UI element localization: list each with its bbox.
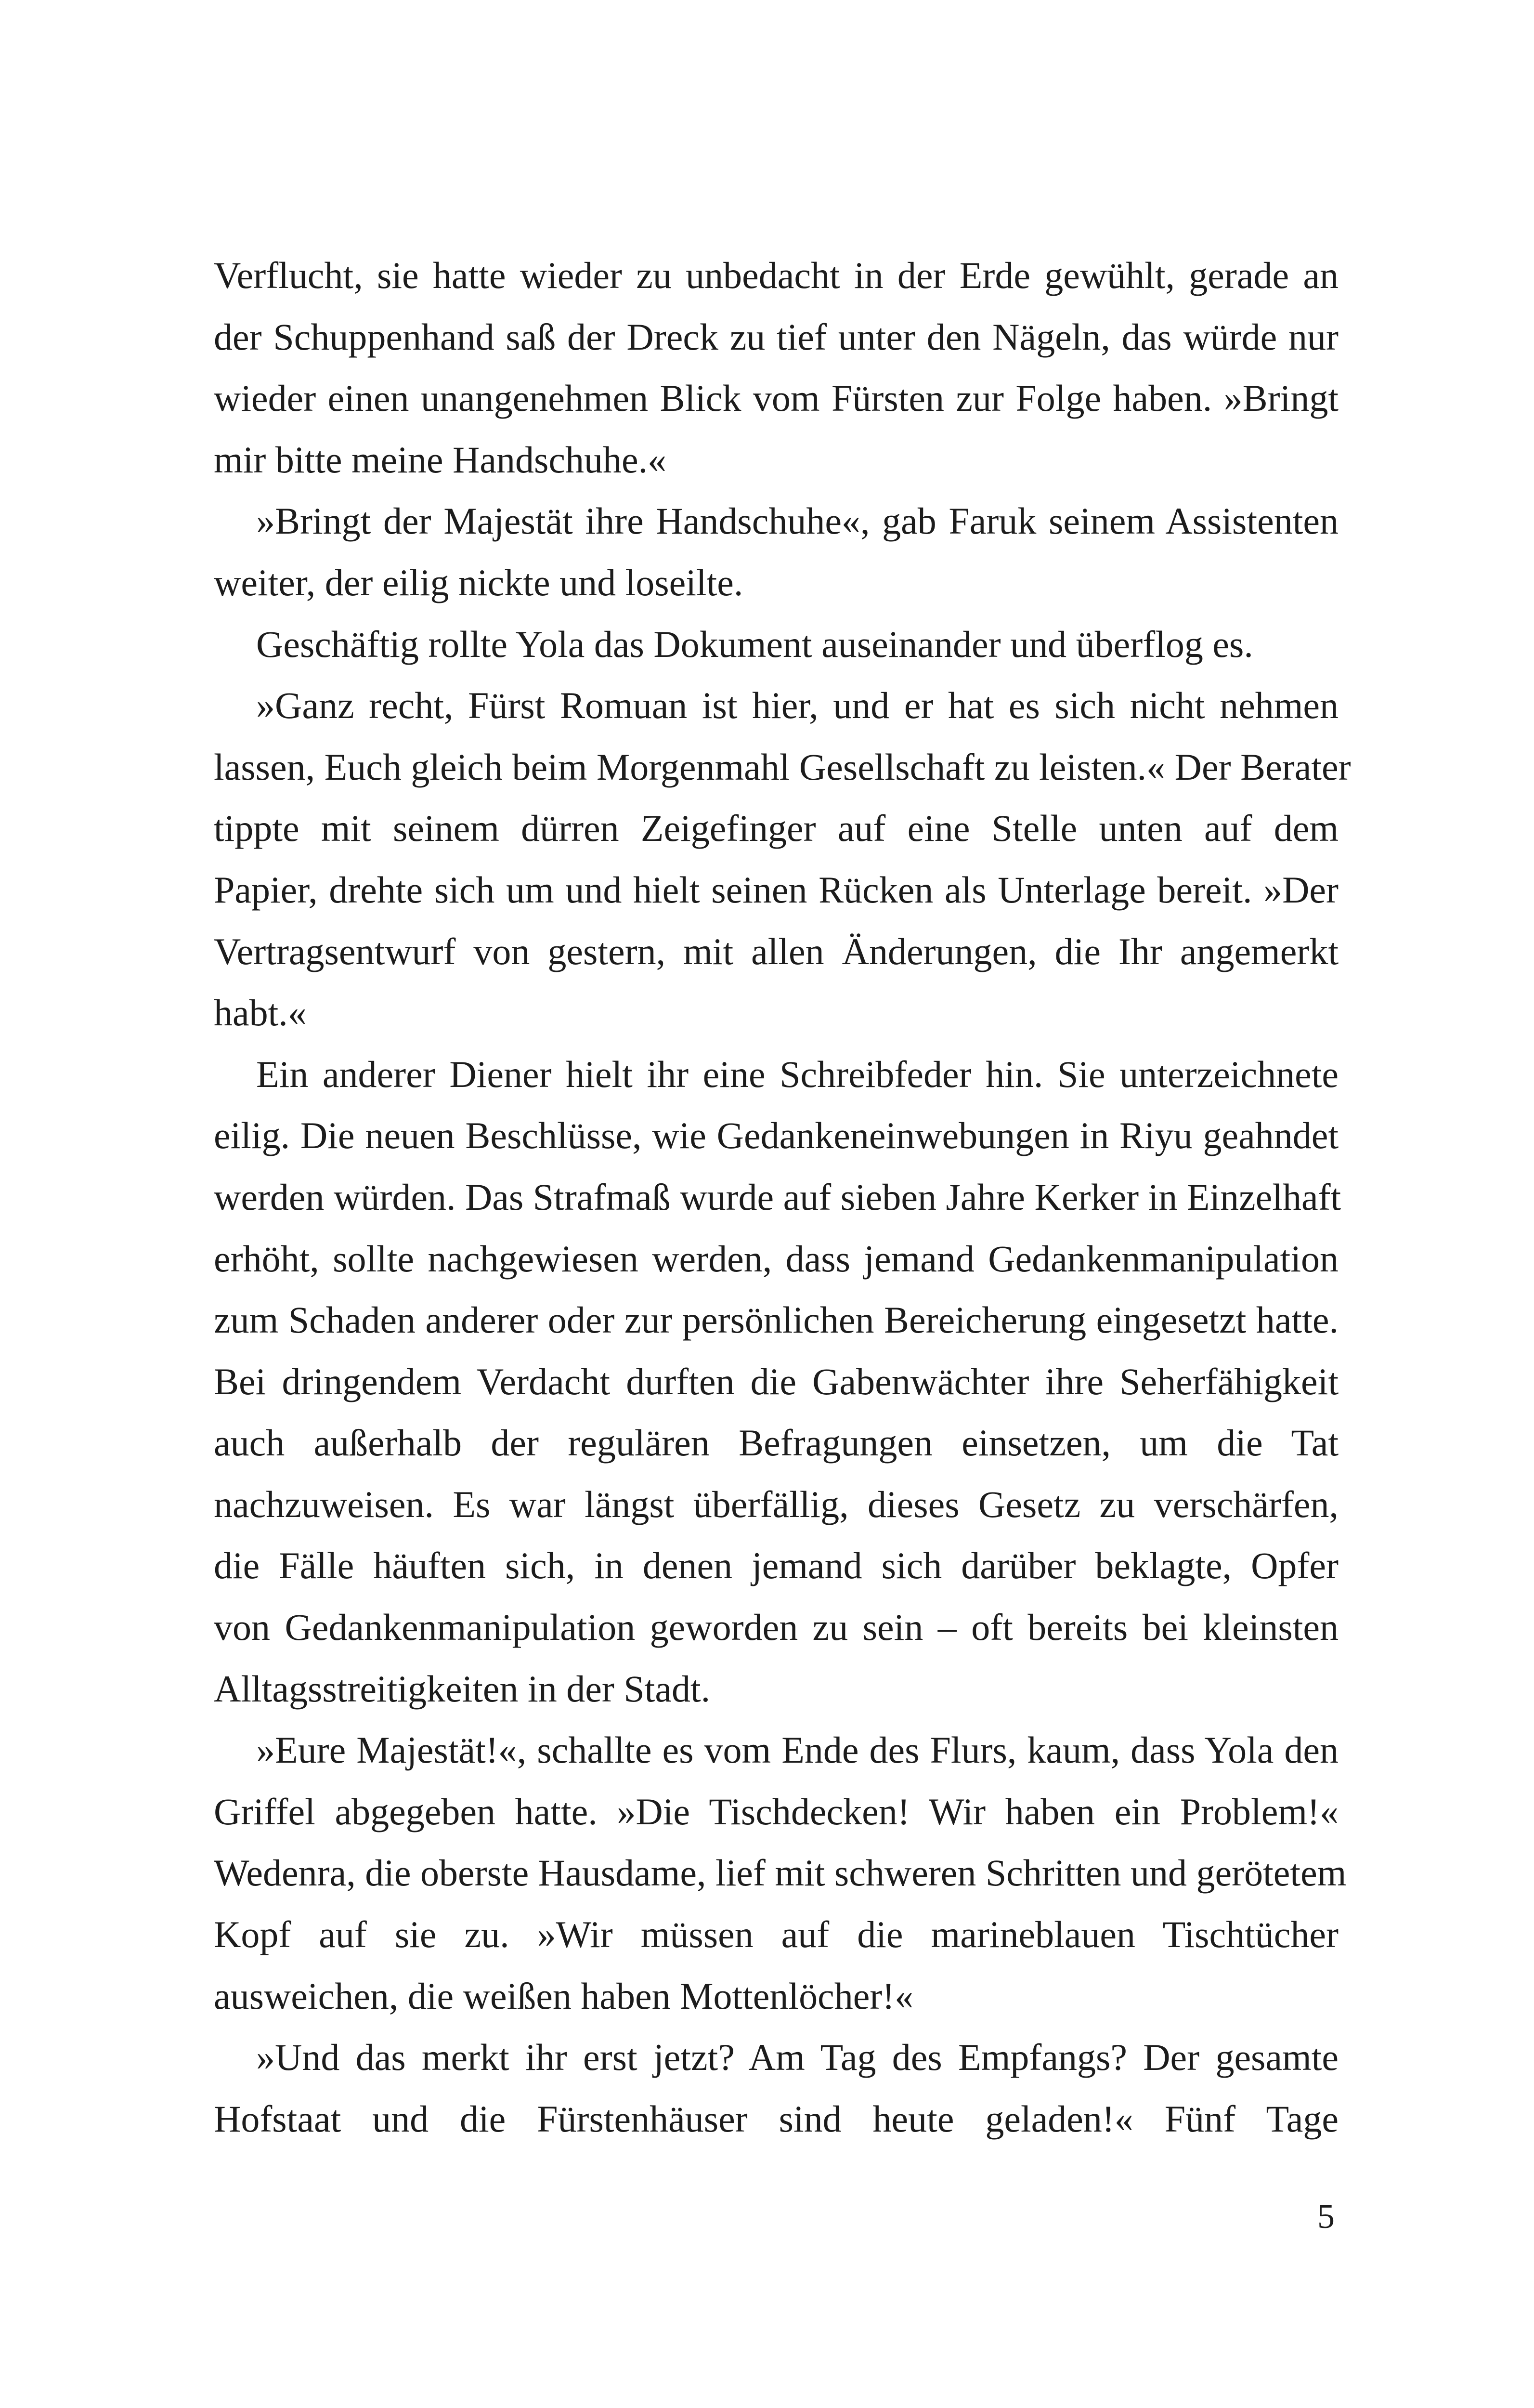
text-line: Verflucht, sie hatte wieder zu unbedacht in der Erde gewühlt, gerade an [214,254,1339,296]
body-text [214,245,1351,2149]
text-line: lassen, Euch gleich beim Morgenmahl Gesellschaft zu leisten.« Der Berater [214,746,1351,788]
text-line: Kopf auf sie zu. »Wir müssen auf die marineblauen Tischtücher [214,1913,1339,1956]
text-line: habt.« [214,992,307,1034]
paragraph-first-line: »Ganz recht, Fürst Romuan ist hier, und er hat es sich nicht nehmen [256,684,1339,727]
text-line: mir bitte meine Handschuhe.« [214,438,667,481]
text-line: werden würden. Das Strafmaß wurde auf sieben Jahre Kerker in Einzelhaft [214,1176,1341,1218]
text-line: Papier, drehte sich um und hielt seinen Rücken als Unterlage bereit. »Der [214,868,1339,911]
text-line: auch außerhalb der regulären Befragungen einsetzen, um die Tat [214,1422,1339,1464]
text-line: Bei dringendem Verdacht durften die Gabenwächter ihre Seherfähigkeit [214,1360,1339,1402]
paragraph-first-line: Geschäftig rollte Yola das Dokument auseinander und überflog es. [256,623,1253,665]
text-line: ausweichen, die weißen haben Mottenlöcher!« [214,1975,914,2017]
page-number: 5 [1317,2197,1335,2236]
text-line: weiter, der eilig nickte und loseilte. [214,561,743,603]
text-line: erhöht, sollte nachgewiesen werden, dass jemand Gedankenmanipulation [214,1237,1339,1280]
text-line: Griffel abgegeben hatte. »Die Tischdecken! Wir haben ein Problem!« [214,1790,1339,1832]
text-line: wieder einen unangenehmen Blick vom Fürsten zur Folge haben. »Bringt [214,377,1339,419]
text-line: die Fälle häuften sich, in denen jemand sich darüber beklagte, Opfer [214,1544,1339,1587]
text-line: Vertragsentwurf von gestern, mit allen Änderungen, die Ihr angemerkt [214,930,1339,972]
text-line: von Gedankenmanipulation geworden zu sein – oft bereits bei kleinsten [214,1606,1339,1649]
paragraph-first-line: »Und das merkt ihr erst jetzt? Am Tag des Empfangs? Der gesamte [256,2036,1339,2079]
paragraph-first-line: »Bringt der Majestät ihre Handschuhe«, gab Faruk seinem Assistenten [256,500,1339,542]
text-line: tippte mit seinem dürren Zeigefinger auf eine Stelle unten auf dem [214,807,1339,850]
text-line: zum Schaden anderer oder zur persönlichen Bereicherung eingesetzt hatte. [214,1299,1339,1341]
paragraph-first-line: »Eure Majestät!«, schallte es vom Ende des Flurs, kaum, dass Yola den [256,1729,1339,1771]
text-line: Hofstaat und die Fürstenhäuser sind heute geladen!« Fünf Tage [214,2097,1339,2140]
text-line: eilig. Die neuen Beschlüsse, wie Gedankeneinwebungen in Riyu geahndet [214,1114,1339,1157]
text-line: Wedenra, die oberste Hausdame, lief mit schweren Schritten und gerötetem [214,1852,1347,1894]
text-line: nachzuweisen. Es war längst überfällig, dieses Gesetz zu verschärfen, [214,1483,1339,1525]
text-line: Alltagsstreitigkeiten in der Stadt. [214,1667,711,1710]
paragraph-first-line: Ein anderer Diener hielt ihr eine Schreibfeder hin. Sie unterzeichnete [256,1053,1339,1095]
text-line: der Schuppenhand saß der Dreck zu tief unter den Nägeln, das würde nur [214,315,1339,358]
